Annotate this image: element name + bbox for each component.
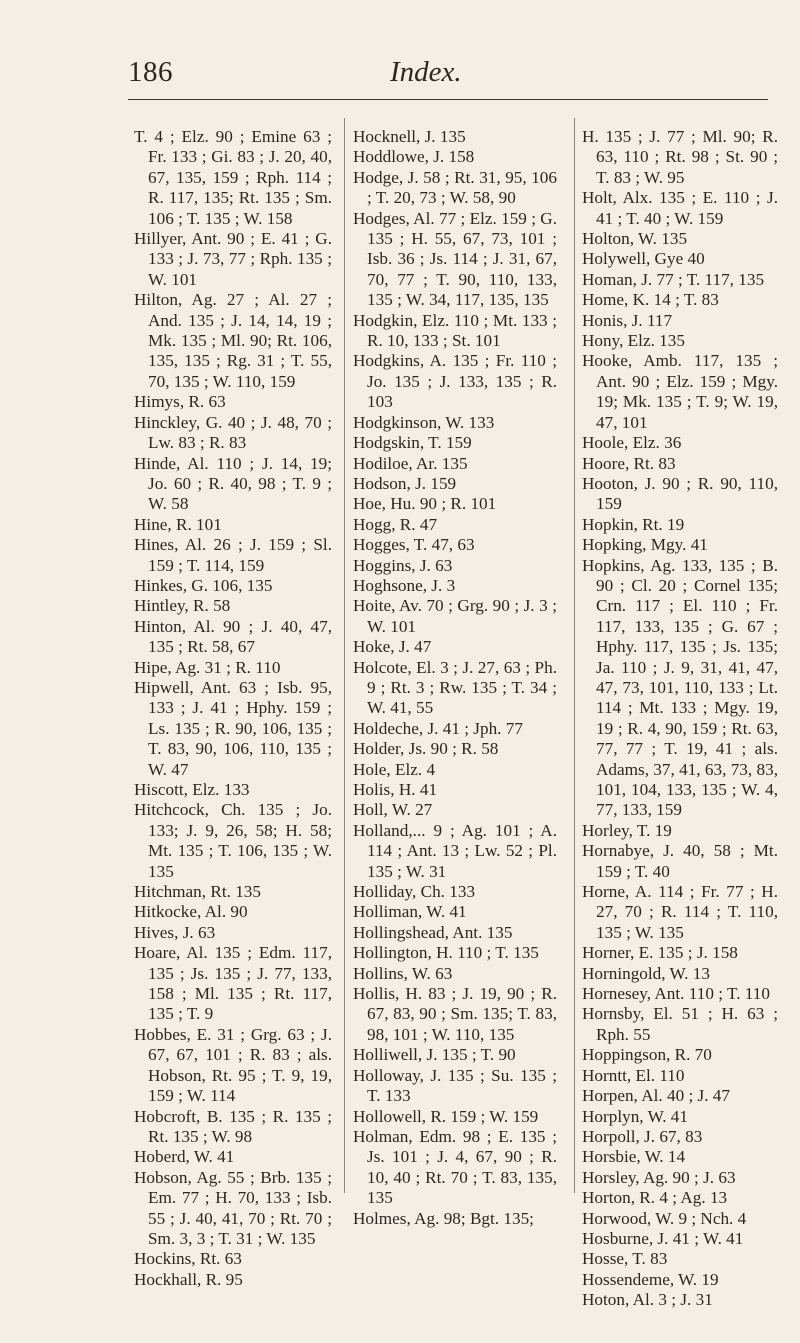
index-entry: Hornesey, Ant. 110 ; T. 110	[582, 984, 770, 1004]
index-entry: Himys, R. 63	[134, 392, 226, 412]
index-entry: Hogges, T. 47, 63	[353, 535, 475, 555]
index-entry: Holman, Edm. 98 ; E. 135 ; Js. 101 ; J. 4, 67, 90 ; R. 10, 40 ; Rt. 70 ; T. 83, 135, 135	[353, 1126, 557, 1208]
index-entry: Hoton, Al. 3 ; J. 31	[582, 1290, 713, 1310]
index-entry: Horplyn, W. 41	[582, 1106, 688, 1126]
column-divider	[574, 118, 575, 1193]
index-column-1	[134, 127, 332, 1290]
index-entry: Hosburne, J. 41 ; W. 41	[582, 1228, 744, 1248]
index-entry: Hodgkin, Elz. 110 ; Mt. 133 ; R. 10, 133 ; St. 101	[353, 310, 557, 351]
index-entry: Hooke, Amb. 117, 135 ; Ant. 90 ; Elz. 159 ; Mgy. 19; Mk. 135 ; T. 9; W. 19, 47, 101	[582, 351, 778, 432]
index-entry: Hinde, Al. 110 ; J. 14, 19; Jo. 60 ; R. 40, 98 ; T. 9 ; W. 58	[134, 453, 332, 514]
index-entry: Holl, W. 27	[353, 800, 433, 820]
index-entry: Hives, J. 63	[134, 922, 216, 942]
index-entry: Holliman, W. 41	[353, 902, 467, 922]
index-entry: Holywell, Gye 40	[582, 249, 705, 269]
index-entry: Homan, J. 77 ; T. 117, 135	[582, 269, 765, 289]
index-entry: Horner, E. 135 ; J. 158	[582, 943, 738, 963]
index-entry: Hoare, Al. 135 ; Edm. 117, 135 ; Js. 135 ; J. 77, 133, 158 ; Ml. 135 ; Rt. 117, 135 ; T. 9	[134, 943, 332, 1024]
index-entry: Horningold, W. 13	[582, 963, 710, 983]
index-entry: Hockhall, R. 95	[134, 1269, 243, 1289]
index-entry: Hopkins, Ag. 133, 135 ; B. 90 ; Cl. 20 ; Cornel 135; Crn. 117 ; El. 110 ; Fr. 117, 133, 135 ; G. 67 ; Hphy. 117, 135 ; Js. 135; Ja. 110 ; J. 9, 31, 41, 47, 47, 73, 101, 110, 133 ; Lt. 114 ; Mt. 133 ; Mgy. 19, 19 ; R. 4, 90, 159 ; Rt. 63, 77, 77 ; T. 19, 41 ; als. Adams, 37, 41, 63, 73, 83, 101, 104, 133, 135 ; W. 4, 77, 133, 159	[582, 555, 778, 820]
header-rule	[128, 99, 768, 100]
page-title: Index.	[390, 56, 462, 88]
index-entry: Holton, W. 135	[582, 229, 688, 249]
index-entry: Hillyer, Ant. 90 ; E. 41 ; G. 133 ; J. 73, 77 ; Rph. 135 ; W. 101	[134, 229, 332, 289]
index-entry: Horpen, Al. 40 ; J. 47	[582, 1086, 730, 1106]
index-entry: Hoke, J. 47	[353, 637, 432, 657]
index-column-3	[582, 127, 778, 1311]
index-entry: Hodson, J. 159	[353, 473, 457, 493]
index-entry: Horley, T. 19	[582, 820, 672, 840]
index-entry: Hollington, H. 110 ; T. 135	[353, 943, 539, 963]
index-entry: Hodgkins, A. 135 ; Fr. 110 ; Jo. 135 ; J. 133, 135 ; R. 103	[353, 351, 557, 412]
index-entry: Horsbie, W. 14	[582, 1147, 686, 1167]
index-entry: Horne, A. 114 ; Fr. 77 ; H. 27, 70 ; R. 114 ; T. 110, 135 ; W. 135	[582, 882, 778, 942]
index-entry: Hiscott, Elz. 133	[134, 780, 250, 799]
index-entry: Holt, Alx. 135 ; E. 110 ; J. 41 ; T. 40 ; W. 159	[582, 188, 778, 228]
index-entry: Hinton, Al. 90 ; J. 40, 47, 135 ; Rt. 58, 67	[134, 616, 332, 657]
index-entry: Hopking, Mgy. 41	[582, 535, 708, 555]
column-divider	[344, 118, 345, 1193]
index-entry: Holloway, J. 135 ; Su. 135 ; T. 133	[353, 1065, 557, 1106]
index-entry: Horwood, W. 9 ; Nch. 4	[582, 1208, 747, 1228]
index-entry: T. 4 ; Elz. 90 ; Emine 63 ; Fr. 133 ; Gi. 83 ; J. 20, 40, 67, 135, 159 ; Rph. 114 ; R. 117, 135; Rt. 135 ; Sm. 106 ; T. 135 ; W. 158	[134, 127, 332, 228]
index-entry: Hoggins, J. 63	[353, 555, 453, 575]
index-entry: Hinkes, G. 106, 135	[134, 575, 273, 595]
index-column-2	[353, 127, 557, 1229]
index-entry: Hobson, Ag. 55 ; Brb. 135 ; Em. 77 ; H. 70, 133 ; Isb. 55 ; J. 40, 41, 70 ; Rt. 70 ; Sm. 3, 3 ; T. 31 ; W. 135	[134, 1167, 332, 1248]
index-entry: Hitchcock, Ch. 135 ; Jo. 133; J. 9, 26, 58; H. 58; Mt. 135 ; T. 106, 135 ; W. 135	[134, 800, 332, 881]
index-entry: Hooton, J. 90 ; R. 90, 110, 159	[582, 473, 778, 514]
index-entry: Hoghsone, J. 3	[353, 575, 456, 595]
index-entry: Holliday, Ch. 133	[353, 882, 476, 902]
index-entry: Hipe, Ag. 31 ; R. 110	[134, 657, 281, 677]
index-entry: Honis, J. 117	[582, 310, 673, 330]
index-entry: Holder, Js. 90 ; R. 58	[353, 739, 499, 759]
index-entry: Hollowell, R. 159 ; W. 159	[353, 1106, 539, 1126]
index-entry: Horpoll, J. 67, 83	[582, 1126, 703, 1146]
index-entry: Hitkocke, Al. 90	[134, 902, 248, 922]
index-entry: Hoore, Rt. 83	[582, 453, 676, 473]
index-entry: Hoppingson, R. 70	[582, 1045, 712, 1065]
index-entry: Hines, Al. 26 ; J. 159 ; Sl. 159 ; T. 114, 159	[134, 535, 332, 575]
index-entry: Holmes, Ag. 98; Bgt. 135;	[353, 1208, 534, 1228]
index-entry: Hocknell, J. 135	[353, 127, 466, 146]
index-entry: Hobbes, E. 31 ; Grg. 63 ; J. 67, 67, 101 ; R. 83 ; als. Hobson, Rt. 95 ; T. 9, 19, 159 ; W. 114	[134, 1024, 332, 1106]
index-entry: Hodge, J. 58 ; Rt. 31, 95, 106 ; T. 20, 73 ; W. 58, 90	[353, 167, 557, 208]
index-entry: Hobcroft, B. 135 ; R. 135 ; Rt. 135 ; W. 98	[134, 1106, 332, 1146]
index-entry: Hornsby, El. 51 ; H. 63 ; Rph. 55	[582, 1004, 778, 1044]
index-entry: Hogg, R. 47	[353, 514, 438, 534]
index-entry: Hipwell, Ant. 63 ; Isb. 95, 133 ; J. 41 ; Hphy. 159 ; Ls. 135 ; R. 90, 106, 135 ; T. 83, 90, 106, 110, 135 ; W. 47	[134, 677, 332, 779]
index-entry: Horton, R. 4 ; Ag. 13	[582, 1188, 728, 1208]
index-entry: Home, K. 14 ; T. 83	[582, 290, 719, 310]
index-entry: Hollingshead, Ant. 135	[353, 922, 513, 942]
index-entry: Hoole, Elz. 36	[582, 433, 682, 453]
index-entry: Hole, Elz. 4	[353, 759, 436, 779]
index-entry: Hopkin, Rt. 19	[582, 514, 685, 534]
index-entry: Holland,... 9 ; Ag. 101 ; A. 114 ; Ant. 13 ; Lw. 52 ; Pl. 135 ; W. 31	[353, 820, 557, 881]
index-entry: Horntt, El. 110	[582, 1065, 685, 1085]
index-entry: Holcote, El. 3 ; J. 27, 63 ; Ph. 9 ; Rt. 3 ; Rw. 135 ; T. 34 ; W. 41, 55	[353, 657, 557, 718]
index-entry: Holdeche, J. 41 ; Jph. 77	[353, 718, 523, 738]
index-entry: Hoberd, W. 41	[134, 1147, 235, 1167]
index-entry: Hoite, Av. 70 ; Grg. 90 ; J. 3 ; W. 101	[353, 596, 557, 636]
index-entry: Horsley, Ag. 90 ; J. 63	[582, 1167, 736, 1187]
index-entry: Hosse, T. 83	[582, 1249, 668, 1269]
index-entry: Hilton, Ag. 27 ; Al. 27 ; And. 135 ; J. 14, 14, 19 ; Mk. 135 ; Ml. 90; Rt. 106, 135, 135 ; Rg. 31 ; T. 55, 70, 135 ; W. 110, 159	[134, 290, 332, 391]
index-entry: Hollis, H. 83 ; J. 19, 90 ; R. 67, 83, 90 ; Sm. 135; T. 83, 98, 101 ; W. 110, 135	[353, 984, 557, 1044]
page-number: 186	[128, 56, 173, 88]
index-entry: Hollins, W. 63	[353, 963, 453, 983]
index-entry: Hodgkinson, W. 133	[353, 412, 495, 432]
index-entry: Hoddlowe, J. 158	[353, 147, 475, 167]
index-entry: Hockins, Rt. 63	[134, 1249, 242, 1269]
index-entry: Hintley, R. 58	[134, 596, 231, 616]
index-entry: Hine, R. 101	[134, 514, 222, 534]
index-entry: Hossendeme, W. 19	[582, 1269, 719, 1289]
index-entry: Hodges, Al. 77 ; Elz. 159 ; G. 135 ; H. 55, 67, 73, 101 ; Isb. 36 ; Js. 114 ; J. 31, 67, 70, 77 ; T. 90, 110, 133, 135 ; W. 34, 117, 135, 135	[353, 208, 557, 310]
index-entry: Hornabye, J. 40, 58 ; Mt. 159 ; T. 40	[582, 841, 778, 881]
index-entry: Hodgskin, T. 159	[353, 433, 472, 453]
page-header	[128, 56, 668, 96]
index-entry: Hinckley, G. 40 ; J. 48, 70 ; Lw. 83 ; R. 83	[134, 412, 332, 453]
index-entry: Holis, H. 41	[353, 780, 438, 799]
index-entry: Hitchman, Rt. 135	[134, 882, 261, 902]
index-entry: Hodiloe, Ar. 135	[353, 453, 468, 473]
index-entry: Hony, Elz. 135	[582, 331, 685, 351]
index-entry: H. 135 ; J. 77 ; Ml. 90; R. 63, 110 ; Rt. 98 ; St. 90 ; T. 83 ; W. 95	[582, 127, 778, 187]
index-entry: Hoe, Hu. 90 ; R. 101	[353, 494, 497, 514]
index-entry: Holliwell, J. 135 ; T. 90	[353, 1045, 516, 1065]
